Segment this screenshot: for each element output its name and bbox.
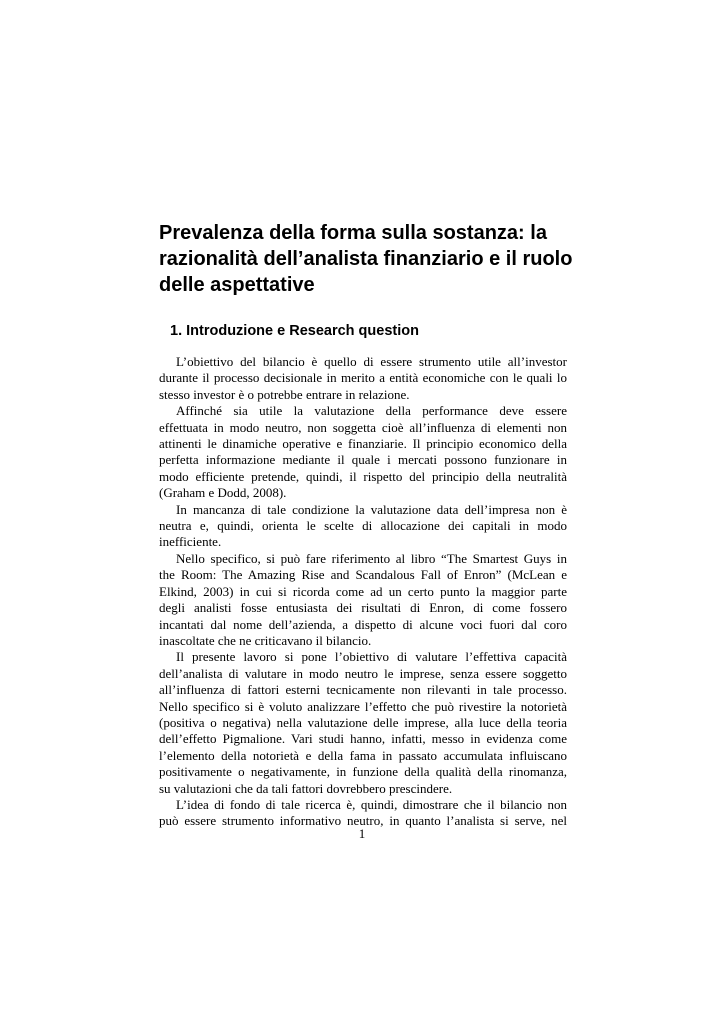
text-line: può essere strumento informativo neutro, in quanto l’analista si serve, nel (159, 813, 567, 829)
title-line: Prevalenza della forma sulla sostanza: la (159, 222, 547, 244)
text-line: the Room: The Amazing Rise and Scandalous Fall of Enron” (McLean e (159, 567, 567, 583)
paragraph (159, 354, 567, 403)
text-line: effettuata in modo neutro, non soggetta cioè all’influenza di elementi non (159, 419, 567, 435)
text-line: inefficiente. (159, 534, 222, 550)
text-line: neutra e, quindi, orienta le scelte di allocazione dei capitali in modo (159, 518, 567, 534)
paragraph (159, 797, 567, 830)
text-line: perfetta informazione mediante il quale i mercati possono funzionare in (159, 452, 567, 468)
paragraph (159, 551, 567, 649)
text-line: positivamente o negativamente, in funzione della qualità della rinomanza, (159, 764, 567, 780)
text-line: incantati dal nome dell’azienda, a dispetto di alcune voci fuori dal coro (159, 616, 567, 632)
text-line: Elkind, 2003) in cui si ricorda come ad un certo punto la maggior parte (159, 583, 567, 599)
text-line: dell’analista di valutare in modo neutro le imprese, senza essere soggetto (159, 665, 567, 681)
paragraph (159, 649, 567, 797)
paragraph (159, 502, 567, 551)
text-line: durante il processo decisionale in merito a entità economiche con le quali lo (159, 370, 567, 386)
page-number: 1 (358, 826, 366, 841)
text-line: attinenti le dinamiche operative e finanziarie. Il principio economico della (159, 436, 567, 452)
text-line: degli analisti fosse entusiasta dei risultati di Enron, di come fossero (159, 600, 567, 616)
text-line: all’influenza di fattori esterni tecnicamente non rilevanti in tale processo. (159, 682, 567, 698)
section-heading: 1. Introduzione e Research question (170, 323, 419, 339)
text-line: Nello specifico, si può fare riferimento al libro “The Smartest Guys in (176, 550, 567, 566)
text-line: Affinché sia utile la valutazione della performance deve essere (176, 403, 567, 419)
paragraph (159, 403, 567, 501)
title-line: delle aspettative (159, 274, 315, 296)
text-line: dell’effetto Pigmalione. Vari studi hanno, infatti, messo in evidenza come (159, 731, 567, 747)
text-line: (positiva o negativa) nella valutazione delle imprese, alla luce della teoria (159, 714, 567, 730)
text-line: su valutazioni che da tali fattori dovrebbero prescindere. (159, 780, 453, 796)
text-line: In mancanza di tale condizione la valutazione data dell’impresa non è (176, 501, 567, 517)
text-line: (Graham e Dodd, 2008). (159, 485, 287, 501)
text-line: modo efficiente pretende, quindi, il rispetto del principio della neutralità (159, 468, 567, 484)
title-line: razionalità dell’analista finanziario e il ruolo (159, 248, 573, 270)
paper-title (159, 220, 579, 298)
text-line: l’elemento della notorietà e della fama in passato accumulata influiscano (159, 747, 567, 763)
text-line: Nello specifico si è voluto analizzare l’effetto che può rivestire la notorietà (159, 698, 567, 714)
text-line: Il presente lavoro si pone l’obiettivo di valutare l’effettiva capacità (176, 649, 567, 665)
text-line: L’idea di fondo di tale ricerca è, quindi, dimostrare che il bilancio non (176, 796, 567, 812)
text-line: inascoltate che ne criticavano il bilancio. (159, 632, 372, 648)
text-line: stesso investor è o potrebbe entrare in relazione. (159, 386, 410, 402)
body-text (159, 354, 567, 830)
text-line: L’obiettivo del bilancio è quello di essere strumento utile all’investor (176, 354, 567, 369)
